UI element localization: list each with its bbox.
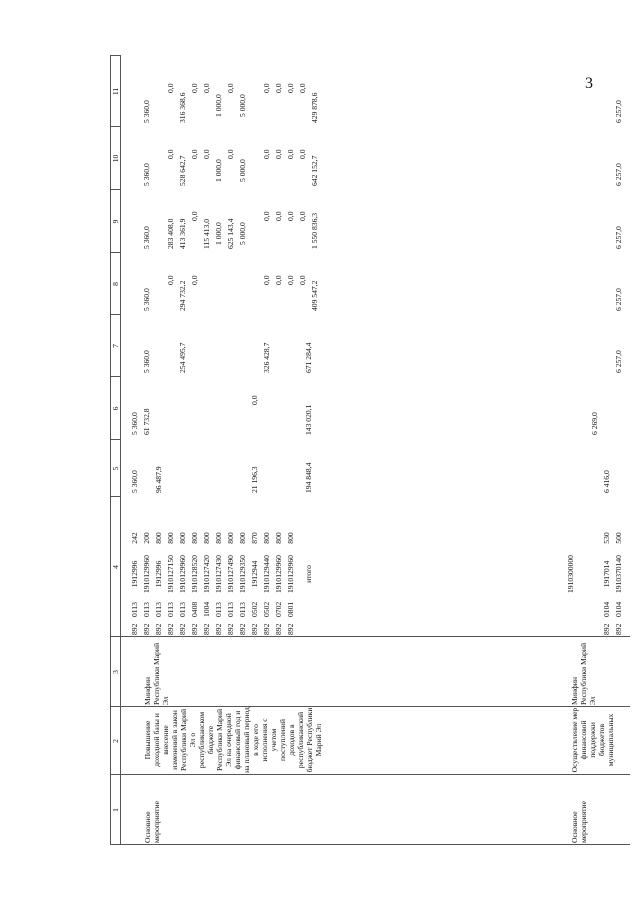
value-cell: 1 000,0 — [214, 159, 223, 182]
value-cell: 5 360,0 — [142, 226, 151, 249]
value-cell: 0,0 — [190, 83, 199, 93]
col-border — [110, 774, 630, 775]
value-cell: 0,0 — [166, 149, 175, 159]
value-cell: 194 848,4 — [304, 462, 313, 493]
col-border — [110, 844, 630, 845]
header-col-10: 10 — [111, 154, 120, 163]
value-cell: 413 361,9 — [178, 218, 187, 249]
value-cell: 0,0 — [262, 275, 271, 285]
value-cell: 0,0 — [262, 83, 271, 93]
code-row: 892 0113 1910129960 800 — [178, 532, 187, 635]
value-cell: 0,0 — [166, 83, 175, 93]
activity-description: Осуществление мер финансовой поддержки бюджетов муниципальных — [570, 707, 615, 773]
value-cell: 0,0 — [286, 211, 295, 221]
header-col-2: 2 — [111, 739, 120, 743]
value-cell: 6 257,0 — [614, 163, 623, 186]
value-cell: 0,0 — [262, 149, 271, 159]
value-cell: 294 732,2 — [178, 280, 187, 311]
value-cell: 61 732,8 — [142, 408, 151, 435]
code-row: 892 0113 1912996 242 — [130, 532, 139, 635]
code-row: 892 0702 1910129960 800 — [274, 532, 283, 635]
value-cell: 6 257,0 — [614, 100, 623, 123]
value-cell: 0,0 — [286, 149, 295, 159]
value-cell: 1 550 836,3 — [310, 212, 319, 249]
header-col-11: 11 — [111, 87, 120, 96]
value-cell: 0,0 — [190, 275, 199, 285]
code-row: 892 0113 1912996 800 — [154, 532, 163, 635]
responsible-executor: Минфин Республики Марий Эл — [570, 642, 597, 705]
value-cell: 6 257,0 — [614, 226, 623, 249]
value-cell: 5 000,0 — [238, 94, 247, 117]
value-cell: 5 360,0 — [142, 350, 151, 373]
code-row: 892 0502 1910129440 800 — [262, 532, 271, 635]
value-cell: 5 000,0 — [238, 159, 247, 182]
value-cell: 0,0 — [202, 83, 211, 93]
value-cell: 0,0 — [226, 83, 235, 93]
activity-type: Основное мероприятие — [570, 801, 588, 843]
value-cell: 0,0 — [286, 275, 295, 285]
value-cell: 254 495,7 — [178, 342, 187, 373]
code-row: 892 0502 1912944 870 — [250, 532, 259, 635]
code-row: 892 0113 1910127490 800 — [226, 532, 235, 635]
value-cell: 316 368,6 — [178, 92, 187, 123]
value-cell: 0,0 — [166, 275, 175, 285]
header-col-6: 6 — [111, 406, 120, 411]
value-cell: 0,0 — [190, 149, 199, 159]
header-col-1: 1 — [111, 808, 120, 812]
code-row: 1910300000 — [566, 555, 575, 593]
code-row: 892 0113 1910127150 800 — [166, 532, 175, 635]
value-cell: 0,0 — [298, 149, 307, 159]
activity-type: Основное мероприятие — [143, 801, 161, 843]
value-cell: 283 408,0 — [166, 218, 175, 249]
page-number: 3 — [585, 75, 593, 92]
activity-description: Повышение доходной базы и внесение изменений в закон Республики Марий Эл о республиканском бюджете Республики Марий Эл на очередной финансовый год и на плановый период в ходе его исполнения с учетом поступлений доходов в республиканский бюджет Республики Марий Эл — [143, 707, 323, 773]
value-cell: 5 360,0 — [142, 288, 151, 311]
code-row: 892 1004 1910127420 800 — [202, 532, 211, 635]
value-cell: 326 428,7 — [262, 342, 271, 373]
header-col-7: 7 — [111, 344, 120, 348]
total-row-label: итого — [304, 565, 313, 583]
value-cell: 1 000,0 — [214, 94, 223, 117]
header-col-9: 9 — [111, 219, 120, 224]
value-cell: 0,0 — [274, 149, 283, 159]
value-cell: 0,0 — [226, 149, 235, 159]
code-row: 892 0801 1910129960 800 — [286, 532, 295, 635]
value-cell: 0,0 — [262, 211, 271, 221]
value-cell: 6 416,0 — [602, 470, 611, 493]
value-cell: 143 020,1 — [304, 404, 313, 435]
header-col-8: 8 — [111, 282, 120, 286]
value-cell: 5 360,0 — [142, 163, 151, 186]
header-separator — [120, 55, 121, 845]
value-cell: 6 257,0 — [614, 288, 623, 311]
header-col-3: 3 — [111, 670, 120, 674]
code-row: 892 0104 1917014 530 — [602, 532, 611, 635]
value-cell: 5 360,0 — [130, 412, 139, 435]
code-row: 892 0104 1910370140 500 — [614, 532, 623, 635]
value-cell: 0,0 — [286, 83, 295, 93]
col-border — [110, 636, 630, 637]
code-row: 892 0113 1910127430 800 — [214, 532, 223, 635]
value-cell: 0,0 — [298, 211, 307, 221]
responsible-executor: Минфин Республики Марий Эл — [143, 642, 170, 705]
value-cell: 0,0 — [202, 149, 211, 159]
value-cell: 642 152,7 — [310, 155, 319, 186]
value-cell: 528 642,7 — [178, 155, 187, 186]
value-cell: 409 547,2 — [310, 280, 319, 311]
code-row: 892 0408 1910128520 800 — [190, 532, 199, 635]
value-cell: 5 000,0 — [238, 222, 247, 245]
value-cell: 96 487,9 — [154, 466, 163, 493]
value-cell: 0,0 — [274, 211, 283, 221]
value-cell: 6 257,0 — [614, 350, 623, 373]
budget-table — [110, 55, 630, 845]
value-cell: 0,0 — [298, 83, 307, 93]
value-cell: 5 360,0 — [142, 100, 151, 123]
value-cell: 0,0 — [274, 83, 283, 93]
value-cell: 671 284,4 — [304, 342, 313, 373]
code-row: 892 0113 1910129960 200 — [142, 532, 151, 635]
value-cell: 625 143,4 — [226, 218, 235, 249]
value-cell: 0,0 — [274, 275, 283, 285]
value-cell: 115 413,0 — [202, 218, 211, 249]
value-cell: 0,0 — [298, 275, 307, 285]
value-cell: 429 878,6 — [310, 92, 319, 123]
code-row: 892 0113 1910129350 800 — [238, 532, 247, 635]
value-cell: 1 000,0 — [214, 222, 223, 245]
header-col-4: 4 — [111, 565, 120, 569]
value-cell: 6 269,0 — [590, 412, 599, 435]
value-cell: 0,0 — [250, 395, 259, 405]
value-cell: 21 196,3 — [250, 466, 259, 493]
value-cell: 0,0 — [190, 211, 199, 221]
header-col-5: 5 — [111, 466, 120, 471]
value-cell: 5 360,0 — [130, 470, 139, 493]
